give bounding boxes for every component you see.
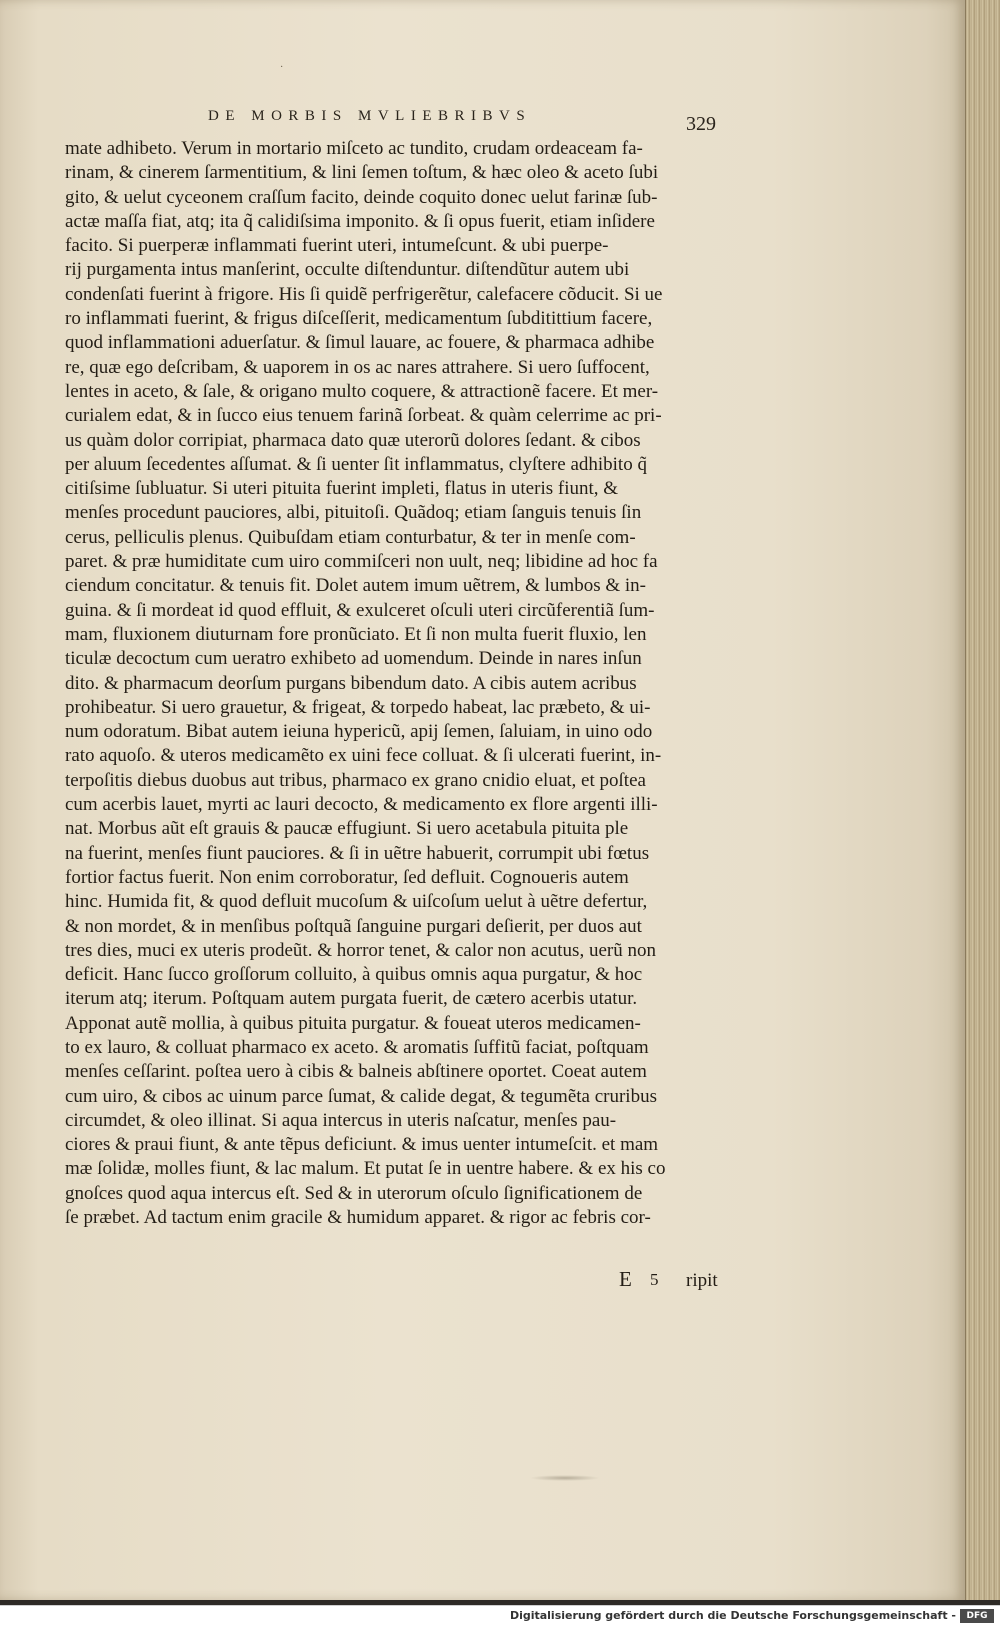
text-line: mæ ſolidæ, molles fiunt, & lac malum. Et putat ſe in uentre habere. & ex his co: [65, 1158, 666, 1180]
text-line: menſes procedunt pauciores, albi, pituitoſi. Quãdoq; etiam ſanguis tenuis ſin: [65, 502, 642, 524]
digitization-footer: [0, 1605, 1000, 1626]
text-line: circumdet, & oleo illinat. Si aqua intercus in uteris naſcatur, menſes pau-: [65, 1109, 617, 1131]
text-line: gito, & uelut cyceonem craſſum facito, deinde coquito donec uelut farinæ ſub-: [65, 186, 658, 208]
text-line: fortior factus fuerit. Non enim corroboratur, ſed defluit. Cognoueris autem: [65, 866, 629, 888]
text-line: hinc. Humida fit, & quod defluit mucoſum & uiſcoſum uelut à uẽtre defertur,: [65, 891, 648, 913]
text-line: ciendum concitatur. & tenuis fit. Dolet autem imum uẽtrem, & lumbos & in-: [65, 575, 646, 597]
text-line: gnoſces quod aqua intercus eſt. Sed & in uterorum oſculo ſignificationem de: [65, 1182, 643, 1204]
text-line: quod inflammationi aduerſatur. & ſimul lauare, ac fouere, & pharmaca adhibe: [65, 332, 655, 354]
signature-mark: E: [619, 1267, 632, 1291]
funding-notice: Digitalisierung gefördert durch die Deutsche Forschungsgemeinschaft -: [509, 1609, 956, 1622]
text-line: menſes ceſſarint. poſtea uero à cibis & balneis abſtinere oportet. Coeat autem: [65, 1061, 647, 1083]
text-line: guina. & ſi mordeat id quod effluit, & exulceret oſculi uteri circũferentiã ſum-: [65, 599, 655, 621]
text-line: paret. & præ humiditate cum uiro commiſceri non uult, neq; libidine ad hoc fa: [65, 551, 658, 573]
text-line: mate adhibeto. Verum in mortario miſceto ac tundito, crudam ordeaceam fa-: [65, 138, 643, 159]
text-line: re, quæ ego deſcribam, & uaporem in os ac nares attrahere. Si uero ſuffocent,: [65, 356, 650, 378]
text-line: to ex lauro, & colluat pharmaco ex aceto. & aromatis ſuffitũ faciat, poſtquam: [65, 1036, 649, 1058]
text-line: ſe præbet. Ad tactum enim gracile & humidum apparet. & rigor ac febris cor-: [65, 1207, 651, 1229]
body-text: [65, 137, 730, 1230]
text-line: dito. & pharmacum deorſum purgans bibendum dato. A cibis autem acribus: [65, 672, 637, 694]
text-line: cum uiro, & cibos ac uinum parce ſumat, & calide degat, & tegumẽta cruribus: [65, 1085, 657, 1107]
page-edges: [965, 0, 1000, 1600]
text-line: mam, fluxionem diuturnam fore pronũciato. Et ſi non multa fuerit fluxio, len: [65, 623, 647, 645]
folio-number: 329: [686, 113, 716, 135]
text-line: nat. Morbus aũt eſt grauis & paucæ effugiunt. Si uero acetabula pituita ple: [65, 818, 629, 840]
catchword: ripit: [686, 1270, 718, 1291]
text-line: deficit. Hanc ſucco groſſorum colluito, à quibus omnis aqua purgatur, & hoc: [65, 964, 643, 986]
text-line: iterum atq; iterum. Poſtquam autem purgata fuerit, de cætero acerbis utatur.: [65, 988, 638, 1010]
dfg-logo-icon: DFG: [960, 1609, 994, 1623]
text-line: na fuerint, menſes fiunt pauciores. & ſi in uẽtre habuerit, corrumpit ubi fœtus: [65, 842, 650, 864]
text-line: per aluum ſecedentes aſſumat. & ſi uenter ſit inflammatus, clyſtere adhibito q̃: [65, 453, 647, 475]
text-line: facito. Si puerperæ inflammati fuerint uteri, intumeſcunt. & ubi puerpe-: [65, 235, 609, 257]
text-line: num odoratum. Bibat autem ieiuna hypericũ, apij ſemen, ſaluiam, in uino odo: [65, 721, 653, 743]
text-line: condenſati fuerint à frigore. His ſi quidẽ perfrigerẽtur, calefacere cõducit. Si ue: [65, 283, 663, 305]
printer-mark: ·: [280, 62, 284, 73]
text-line: actæ maſſa fiat, atq; ita q̃ calidiſsima imponito. & ſi opus fuerit, etiam inſidere: [65, 210, 655, 232]
text-line: terpoſitis diebus duobus aut tribus, pharmaco ex grano cnidio eluat, et poſtea: [65, 769, 646, 791]
text-line: citiſsime ſubluatur. Si uteri pituita fuerint impleti, flatus in uteris fiunt, &: [65, 478, 619, 500]
text-line: rinam, & cinerem ſarmentitium, & lini ſemen toſtum, & hæc oleo & aceto ſubi: [65, 162, 659, 184]
text-line: Apponat autẽ mollia, à quibus pituita purgatur. & foueat uteros medicamen-: [65, 1012, 641, 1034]
text-line: ciores & praui fiunt, & ante tẽpus deficiunt. & imus uenter intumeſcit. et mam: [65, 1134, 659, 1156]
text-line: & non mordet, & in menſibus poſtquã ſanguine purgari deſierit, per duos aut: [65, 915, 642, 937]
text-line: tres dies, muci ex uteris prodeũt. & horror tenet, & calor non acutus, uerũ non: [65, 939, 656, 961]
text-line: ticulæ decoctum cum ueratro exhibeto ad uomendum. Deinde in nares inſun: [65, 648, 642, 670]
text-line: cum acerbis lauet, myrti ac lauri decocto, & medicamento ex flore argenti illi-: [65, 794, 658, 816]
text-line: rij purgamenta intus manſerint, occulte diſtenduntur. diſtendũtur autem ubi: [65, 259, 630, 281]
ink-smudge: [530, 1475, 600, 1481]
text-line: curialem edat, & in ſucco eius tenuem farinã ſorbeat. & quàm celerrime ac pri-: [65, 405, 662, 427]
running-header: DE MORBIS MVLIEBRIBVS: [208, 108, 532, 124]
text-line: lentes in aceto, & ſale, & origano multo coquere, & attractionẽ facere. Et mer-: [65, 380, 659, 402]
text-line: cerus, pelliculis plenus. Quibuſdam etiam conturbatur, & ter in menſe com-: [65, 526, 636, 548]
text-line: us quàm dolor corripiat, pharmaca dato quæ uterorũ dolores ſedant. & cibos: [65, 429, 641, 451]
text-line: prohibeatur. Si uero grauetur, & frigeat, & torpedo habeat, lac præbeto, & ui-: [65, 696, 651, 718]
signature-number: 5: [650, 1270, 659, 1289]
text-line: ro inflammati fuerint, & frigus diſceſſerit, medicamentum ſubditittium facere,: [65, 308, 653, 330]
text-line: rato aquoſo. & uteros medicamẽto ex uini fece colluat. & ſi ulcerati fuerint, in-: [65, 745, 662, 767]
